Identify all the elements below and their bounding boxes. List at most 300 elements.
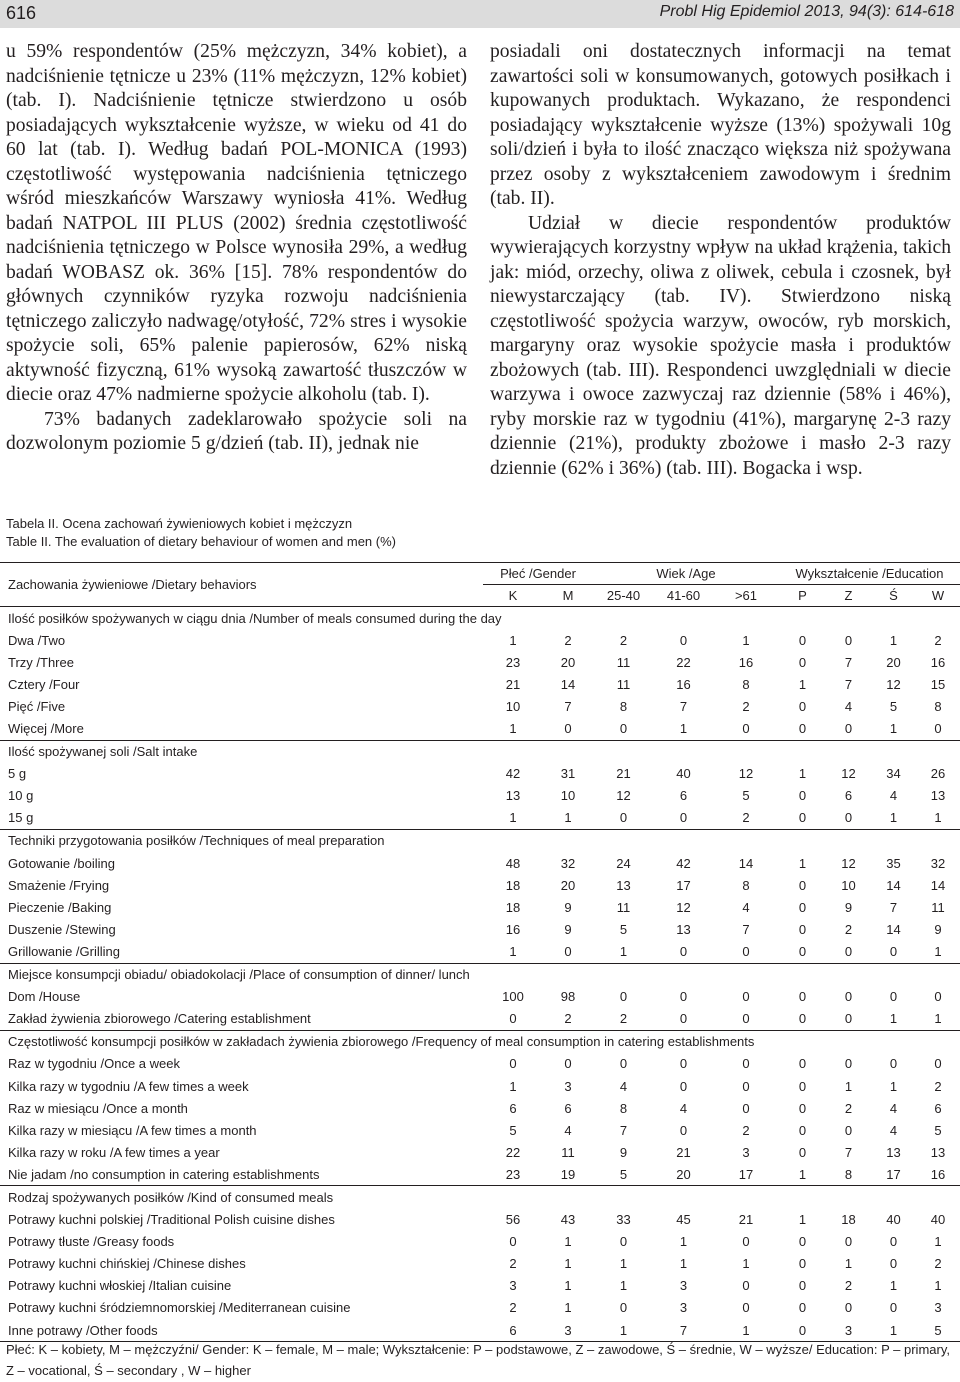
table-cell: 5 [742,788,750,804]
section-title: Rodzaj spożywanych posiłków /Kind of consumed meals [0,1186,960,1209]
table-cell: 7 [844,676,853,692]
table-cell: 0 [798,921,807,937]
table-row [0,695,960,717]
table-cell: 3 [679,1300,688,1316]
table-cell: 11 [931,899,945,915]
table-cell: 0 [798,989,807,1005]
table-cell: 43 [560,1212,576,1228]
table-cell: 24 [616,855,631,871]
table-cell: 1 [934,1011,942,1027]
table-cell: 13 [930,788,946,804]
table-cell: 12 [676,899,691,915]
text-column-left [6,40,467,457]
table-cell: 2 [742,1122,750,1138]
table-cell: 0 [509,1056,517,1072]
table-cell: 56 [505,1212,521,1228]
group-header-age: Wiek /Age [593,563,779,585]
table-cell: 0 [798,654,807,670]
table-row [0,1053,960,1075]
table-cell: 8 [619,1100,628,1116]
row-label: Nie jadam /no consumption in catering establishments [8,1166,320,1182]
table-cell: 4 [889,1122,898,1138]
table-cell: 1 [871,1319,916,1342]
table-row [0,1275,960,1297]
table-cell: 12 [738,766,754,782]
table-cell: 1 [798,676,807,692]
table-cell: 10 [505,698,521,714]
section-title: Ilość spożywanej soli /Salt intake [0,740,960,763]
table-caption-en: Table II. The evaluation of dietary behaviour of women and men (%) [6,534,396,549]
row-label: 10 g [8,788,34,804]
table-cell: 2 [509,1300,517,1316]
section-title: Techniki przygotowania posiłków /Techniques of meal preparation [0,829,960,852]
section-header-row [0,829,960,852]
table-cell: 1 [619,1278,628,1294]
table-cell: 0 [679,989,688,1005]
table-cell: 1 [844,1078,853,1094]
table-cell: 0 [742,1078,750,1094]
table-cell: 0 [798,1234,807,1250]
row-label: 15 g [8,810,34,826]
table-cell: 6 [679,788,688,804]
table-cell: 0 [619,1234,628,1250]
page-number: 616 [6,3,37,23]
table-cell: 0 [679,1078,688,1094]
journal-citation: Probl Hig Epidemiol 2013, 94(3): 614-618 [659,3,954,20]
column-header: K [508,588,518,603]
table-cell: 1 [798,1212,807,1228]
table-cell: 12 [886,676,901,692]
table-cell: 20 [676,1166,691,1182]
table-cell: 15 [930,676,946,692]
table-caption [6,515,396,551]
table-cell: 7 [844,654,853,670]
paragraph: u 59% respondentów (25% mężczyzn, 34% kobiet), a nadciśnienie tętnicze u 23% (11% mężczyzn, 12% kobiet) (tab. I). Nadciśnienie tętnicze stwierdzono u osób posiadających wykształcenie wyższe, w wieku od 41 do 60 lat (tab. I). Według badań POL-MONICA (1993) częstotliwość występowania nadciśnienia tętniczego wśród mieszkańców Warszawy wyniosła 41%. Według badań NATPOL III PLUS (2002) średnia częstotliwość nadciśnienia tętniczego w Polsce wynosiła 29%, a według badań WOBASZ ok. 36% [15]. 78% respondentów do głównych czynników ryzyka rozwoju nadciśnienia tętniczego zaliczyło nadwagę/otyłość, 72% stres i wysokie spożycie soli, 65% palenie papierosów, 62% niską aktywność fizyczną, 61% wysoką zawartość tłuszczów w diecie oraz 47% nadmierne spożycie alkoholu (tab. I). [6,41,467,405]
table-cell: 1 [593,1319,654,1342]
table-cell: 0 [934,989,942,1005]
table-cell: 0 [934,721,942,737]
table-cell: 21 [616,766,631,782]
table-cell: 12 [841,766,856,782]
table-row [0,986,960,1008]
table-row [0,1297,960,1319]
table-cell: 22 [676,654,691,670]
row-label: Gotowanie /boiling [8,855,115,871]
table-row [0,763,960,785]
table-cell: 0 [679,1056,688,1072]
row-label: Potrawy tłuste /Greasy foods [8,1234,175,1250]
table-cell: 0 [844,721,853,737]
table-cell: 0 [619,721,628,737]
table-cell: 4 [889,788,898,804]
table-cell: 40 [930,1212,946,1228]
table-cell: 7 [742,921,750,937]
table-cell: 18 [505,877,521,893]
section-header-row [0,1186,960,1209]
table-cell: 3 [543,1319,593,1342]
table-cell: 1 [564,1234,572,1250]
table-cell: 2 [934,632,942,648]
table-cell: 0 [844,1122,853,1138]
table-cell: 0 [798,788,807,804]
column-header: >61 [734,588,758,603]
table-cell: 1 [934,810,942,826]
table-cell: 21 [505,676,521,692]
table-cell: 4 [844,698,853,714]
table-cell: 2 [619,1011,628,1027]
table-row [0,1163,960,1186]
table-cell: 5 [619,921,628,937]
column-header: W [931,588,945,603]
table-cell: 12 [616,788,631,804]
table-cell: 7 [679,698,688,714]
row-label: Zakład żywienia zbiorowego /Catering establishment [8,1011,311,1027]
table-row [0,673,960,695]
table-cell: 5 [916,1319,960,1342]
table-cell: 17 [676,877,691,893]
column-header: P [798,588,807,603]
row-label: Pięć /Five [8,698,66,714]
table-cell: 0 [798,1144,807,1160]
table-cell: 13 [930,1144,946,1160]
table-cell: 0 [844,943,853,959]
table-cell: 23 [505,654,521,670]
row-label: Trzy /Three [8,654,74,670]
table-cell: 0 [889,943,898,959]
table-cell: 32 [560,855,576,871]
table-cell: 0 [679,1011,688,1027]
row-label: Potrawy kuchni chińskiej /Chinese dishes [8,1256,246,1272]
table-cell: 21 [738,1212,754,1228]
table-cell: 16 [930,1166,946,1182]
table-cell: 2 [934,1256,942,1272]
table-cell: 13 [505,788,521,804]
table-cell: 3 [564,1078,572,1094]
table-cell: 0 [798,698,807,714]
table-cell: 20 [560,877,576,893]
table-cell: 0 [798,943,807,959]
section-title: Częstotliwość konsumpcji posiłków w zakładach żywienia zbiorowego /Frequency of meal consumption in catering establishments [0,1030,960,1053]
table-cell: 4 [619,1078,628,1094]
table-cell: 1 [679,1234,688,1250]
row-label: Inne potrawy /Other foods [0,1319,483,1342]
row-label: Raz w tygodniu /Once a week [8,1056,180,1072]
table-row [0,1097,960,1119]
table-cell: 20 [886,654,901,670]
column-header: 25-40 [606,588,641,603]
table-row [0,651,960,673]
table-cell: 1 [619,943,628,959]
table-cell: 0 [798,899,807,915]
column-header: Ś [889,588,898,603]
table-cell: 1 [509,810,517,826]
table-cell: 5 [934,1122,942,1138]
table-row [0,1209,960,1231]
table-cell: 6 [509,1100,517,1116]
paragraph: posiadali oni dostatecznych informacji na temat zawartości soli w konsumowanych, gotowych posiłkach i kupowanych produktach. Wykazano, że respondenci posiadający wykształcenie wyższe (13%) spożywali 10g soli/dzień i była to ilość znacząco większa niż spożywana przez osoby z wykształceniem zawodowym i średnim (tab. II). [490,41,951,209]
table-cell: 0 [619,989,628,1005]
table-cell: 0 [742,1278,750,1294]
running-header [0,0,960,28]
table-cell: 7 [654,1319,713,1342]
table-cell: 1 [889,1011,898,1027]
row-label: 5 g [8,766,27,782]
table-cell: 2 [844,1100,853,1116]
table-cell: 13 [886,1144,901,1160]
group-header-education: Wykształcenie /Education [779,563,960,585]
table-cell: 23 [505,1166,521,1182]
row-label: Więcej /More [8,721,84,737]
table-cell: 1 [934,1234,942,1250]
table-cell: 1 [564,1256,572,1272]
table-cell: 6 [844,788,853,804]
row-label: Potrawy kuchni polskiej /Traditional Polish cuisine dishes [8,1212,335,1228]
table-row [0,1141,960,1163]
section-header-row [0,963,960,986]
table-row [0,629,960,651]
table-cell: 0 [564,721,572,737]
table-cell: 2 [509,1256,517,1272]
table-cell: 0 [679,632,688,648]
table-cell: 2 [564,1011,572,1027]
table-cell: 8 [844,1166,853,1182]
table-cell: 0 [844,632,853,648]
column-header: M [562,588,574,603]
table-cell: 1 [798,855,807,871]
table-cell: 2 [619,632,628,648]
table-cell: 98 [560,989,576,1005]
table-cell: 19 [560,1166,576,1182]
table-cell: 0 [742,1056,750,1072]
table-cell: 1 [889,1278,898,1294]
table-cell: 0 [889,1256,898,1272]
row-label: Potrawy kuchni śródziemnomorskiej /Mediterranean cuisine [8,1300,351,1316]
table-cell: 1 [619,1256,628,1272]
table-cell: 42 [676,855,691,871]
table-cell: 35 [886,855,901,871]
table-cell: 7 [619,1122,628,1138]
table-cell: 9 [564,921,572,937]
row-label: Dom /House [8,989,81,1005]
table-cell: 16 [505,921,521,937]
group-header-gender: Płeć /Gender [483,563,593,585]
table-cell: 0 [742,1234,750,1250]
table-cell: 0 [844,1234,853,1250]
table-cell: 0 [798,877,807,893]
table-cell: 8 [742,877,750,893]
table-cell: 40 [676,766,691,782]
table-row [0,918,960,940]
table-row [0,852,960,874]
table-row [0,1008,960,1031]
table-cell: 4 [679,1100,688,1116]
table-cell: 40 [886,1212,901,1228]
data-table [0,562,960,1342]
table-cell: 6 [564,1100,572,1116]
table-cell: 1 [889,810,898,826]
table-cell: 1 [742,632,750,648]
table-cell: 18 [505,899,521,915]
table-cell: 1 [564,1300,572,1316]
table-cell: 2 [742,698,750,714]
header-row-groups [0,563,960,585]
table-caption-pl: Tabela II. Ocena zachowań żywieniowych kobiet i mężczyzn [6,516,353,531]
column-header: Z [844,588,853,603]
table-cell: 11 [561,1144,575,1160]
row-label: Raz w miesiącu /Once a month [8,1100,188,1116]
table-cell: 0 [679,1122,688,1138]
table-row [0,1075,960,1097]
table-cell: 2 [934,1078,942,1094]
table-cell: 9 [844,899,853,915]
row-label: Dwa /Two [8,632,66,648]
table-cell: 4 [889,1100,898,1116]
table-cell: 1 [742,1256,750,1272]
table-cell: 0 [844,989,853,1005]
table-cell: 2 [844,1278,853,1294]
table-cell: 2 [844,921,853,937]
table-cell: 4 [564,1122,572,1138]
table-cell: 1 [564,810,572,826]
table-cell: 1 [509,1078,517,1094]
table-cell: 16 [930,654,946,670]
row-label: Kilka razy w roku /A few times a year [8,1144,220,1160]
paragraph: Udział w diecie respondentów produktów wywierających korzystny wpływ na układ krążenia, takich jak: miód, orzechy, oliwa z oliwek, cebula i czosnek, był niewystarczający (tab. IV). Stwierdzono niską częstotliwość spożycia warzyw, owoców, ryb morskich, margaryny oraz wysokie spożycie masła i produktów zbożowych (tab. III). Respondenci uwzględniali w diecie warzywa i owoce zazwyczaj raz dziennie (58% i 46%), ryby morskie raz w tygodniu (41%), margarynę 2-3 razy dziennie (21%), produkty zbożowe i masło 2-3 razy dziennie (62% i 36%) (tab. III). Bogacka i wsp. [490,212,951,479]
table-cell: 11 [616,654,631,670]
table-cell: 1 [509,721,517,737]
table-cell: 14 [560,676,576,692]
table-cell: 0 [889,989,898,1005]
table-cell: 45 [676,1212,691,1228]
dietary-behaviour-table [0,562,960,1342]
table-cell: 7 [889,899,898,915]
table-body [0,607,960,1342]
table-cell: 14 [886,921,901,937]
table-row [0,807,960,830]
table-cell: 0 [798,1256,807,1272]
table-cell: 5 [619,1166,628,1182]
table-cell: 26 [930,766,946,782]
table-cell: 0 [889,1056,898,1072]
section-title: Miejsce konsumpcji obiadu/ obiadokolacji /Place of consumption of dinner/ lunch [0,963,960,986]
table-cell: 0 [564,1056,572,1072]
table-cell: 0 [798,632,807,648]
table-cell: 0 [798,810,807,826]
table-cell: 1 [934,1278,942,1294]
table-cell: 5 [889,698,898,714]
table-cell: 1 [889,632,898,648]
table-cell: 0 [509,1234,517,1250]
table-cell: 18 [841,1212,856,1228]
table-row [0,874,960,896]
table-cell: 5 [509,1122,517,1138]
table-cell: 9 [934,921,942,937]
table-cell: 0 [889,1234,898,1250]
table-cell: 0 [798,1300,807,1316]
text-column-right [490,40,951,481]
table-cell: 0 [844,810,853,826]
table-cell: 17 [886,1166,901,1182]
table-cell: 0 [742,1011,750,1027]
table-cell: 1 [798,766,807,782]
table-cell: 21 [676,1144,691,1160]
table-cell: 3 [826,1319,871,1342]
row-header-label: Zachowania żywieniowe /Dietary behaviors [0,563,483,607]
paragraph: 73% badanych zadeklarowało spożycie soli na dozwolonym poziomie 5 g/dzień (tab. II), jednak nie [6,408,467,454]
table-cell: 4 [742,899,750,915]
table-cell: 34 [886,766,901,782]
table-cell: 0 [798,1278,807,1294]
section-header-row [0,740,960,763]
table-cell: 0 [844,1056,853,1072]
table-cell: 0 [798,1078,807,1094]
table-cell: 10 [841,877,856,893]
table-cell: 1 [564,1278,572,1294]
table-cell: 0 [844,1011,853,1027]
table-cell: 14 [930,877,946,893]
row-label: Potrawy kuchni włoskiej /Italian cuisine [8,1278,232,1294]
table-cell: 20 [560,654,576,670]
table-cell: 0 [889,1300,898,1316]
table-cell: 0 [619,1056,628,1072]
table-row [0,896,960,918]
table-cell: 0 [844,1300,853,1316]
table-cell: 16 [676,676,691,692]
table-cell: 0 [679,810,688,826]
table-row [0,717,960,740]
table-cell: 1 [889,721,898,737]
table-row [0,1119,960,1141]
table-cell: 3 [742,1144,750,1160]
row-label: Kilka razy w miesiącu /A few times a month [8,1122,257,1138]
table-cell: 8 [934,698,942,714]
table-cell: 6 [483,1319,543,1342]
table-cell: 11 [616,899,631,915]
table-cell: 0 [509,1011,517,1027]
row-label: Cztery /Four [8,676,80,692]
section-header-row [0,607,960,630]
table-row [0,1231,960,1253]
row-label: Pieczenie /Baking [8,899,112,915]
table-cell: 0 [619,1300,628,1316]
table-cell: 0 [798,1122,807,1138]
row-label: Grillowanie /Grilling [8,943,120,959]
row-label: Smażenie /Frying [8,877,110,893]
table-cell: 1 [679,1256,688,1272]
table-cell: 42 [505,766,521,782]
table-cell: 13 [676,921,691,937]
section-header-row [0,1030,960,1053]
table-cell: 0 [798,1011,807,1027]
table-cell: 3 [934,1300,942,1316]
column-header: 41-60 [666,588,701,603]
section-title: Ilość posiłków spożywanych w ciągu dnia /Number of meals consumed during the day [0,607,960,630]
table-cell: 0 [742,721,750,737]
table-cell: 1 [509,632,517,648]
table-cell: 0 [742,1300,750,1316]
table-cell: 1 [844,1256,853,1272]
table-cell: 10 [560,788,576,804]
table-cell: 0 [564,943,572,959]
table-cell: 17 [738,1166,754,1182]
table-cell: 0 [798,1100,807,1116]
table-cell: 100 [502,989,524,1005]
table-row [0,785,960,807]
table-row [0,940,960,963]
table-cell: 8 [742,676,750,692]
row-label: Duszenie /Stewing [8,921,116,937]
table-cell: 1 [889,1078,898,1094]
